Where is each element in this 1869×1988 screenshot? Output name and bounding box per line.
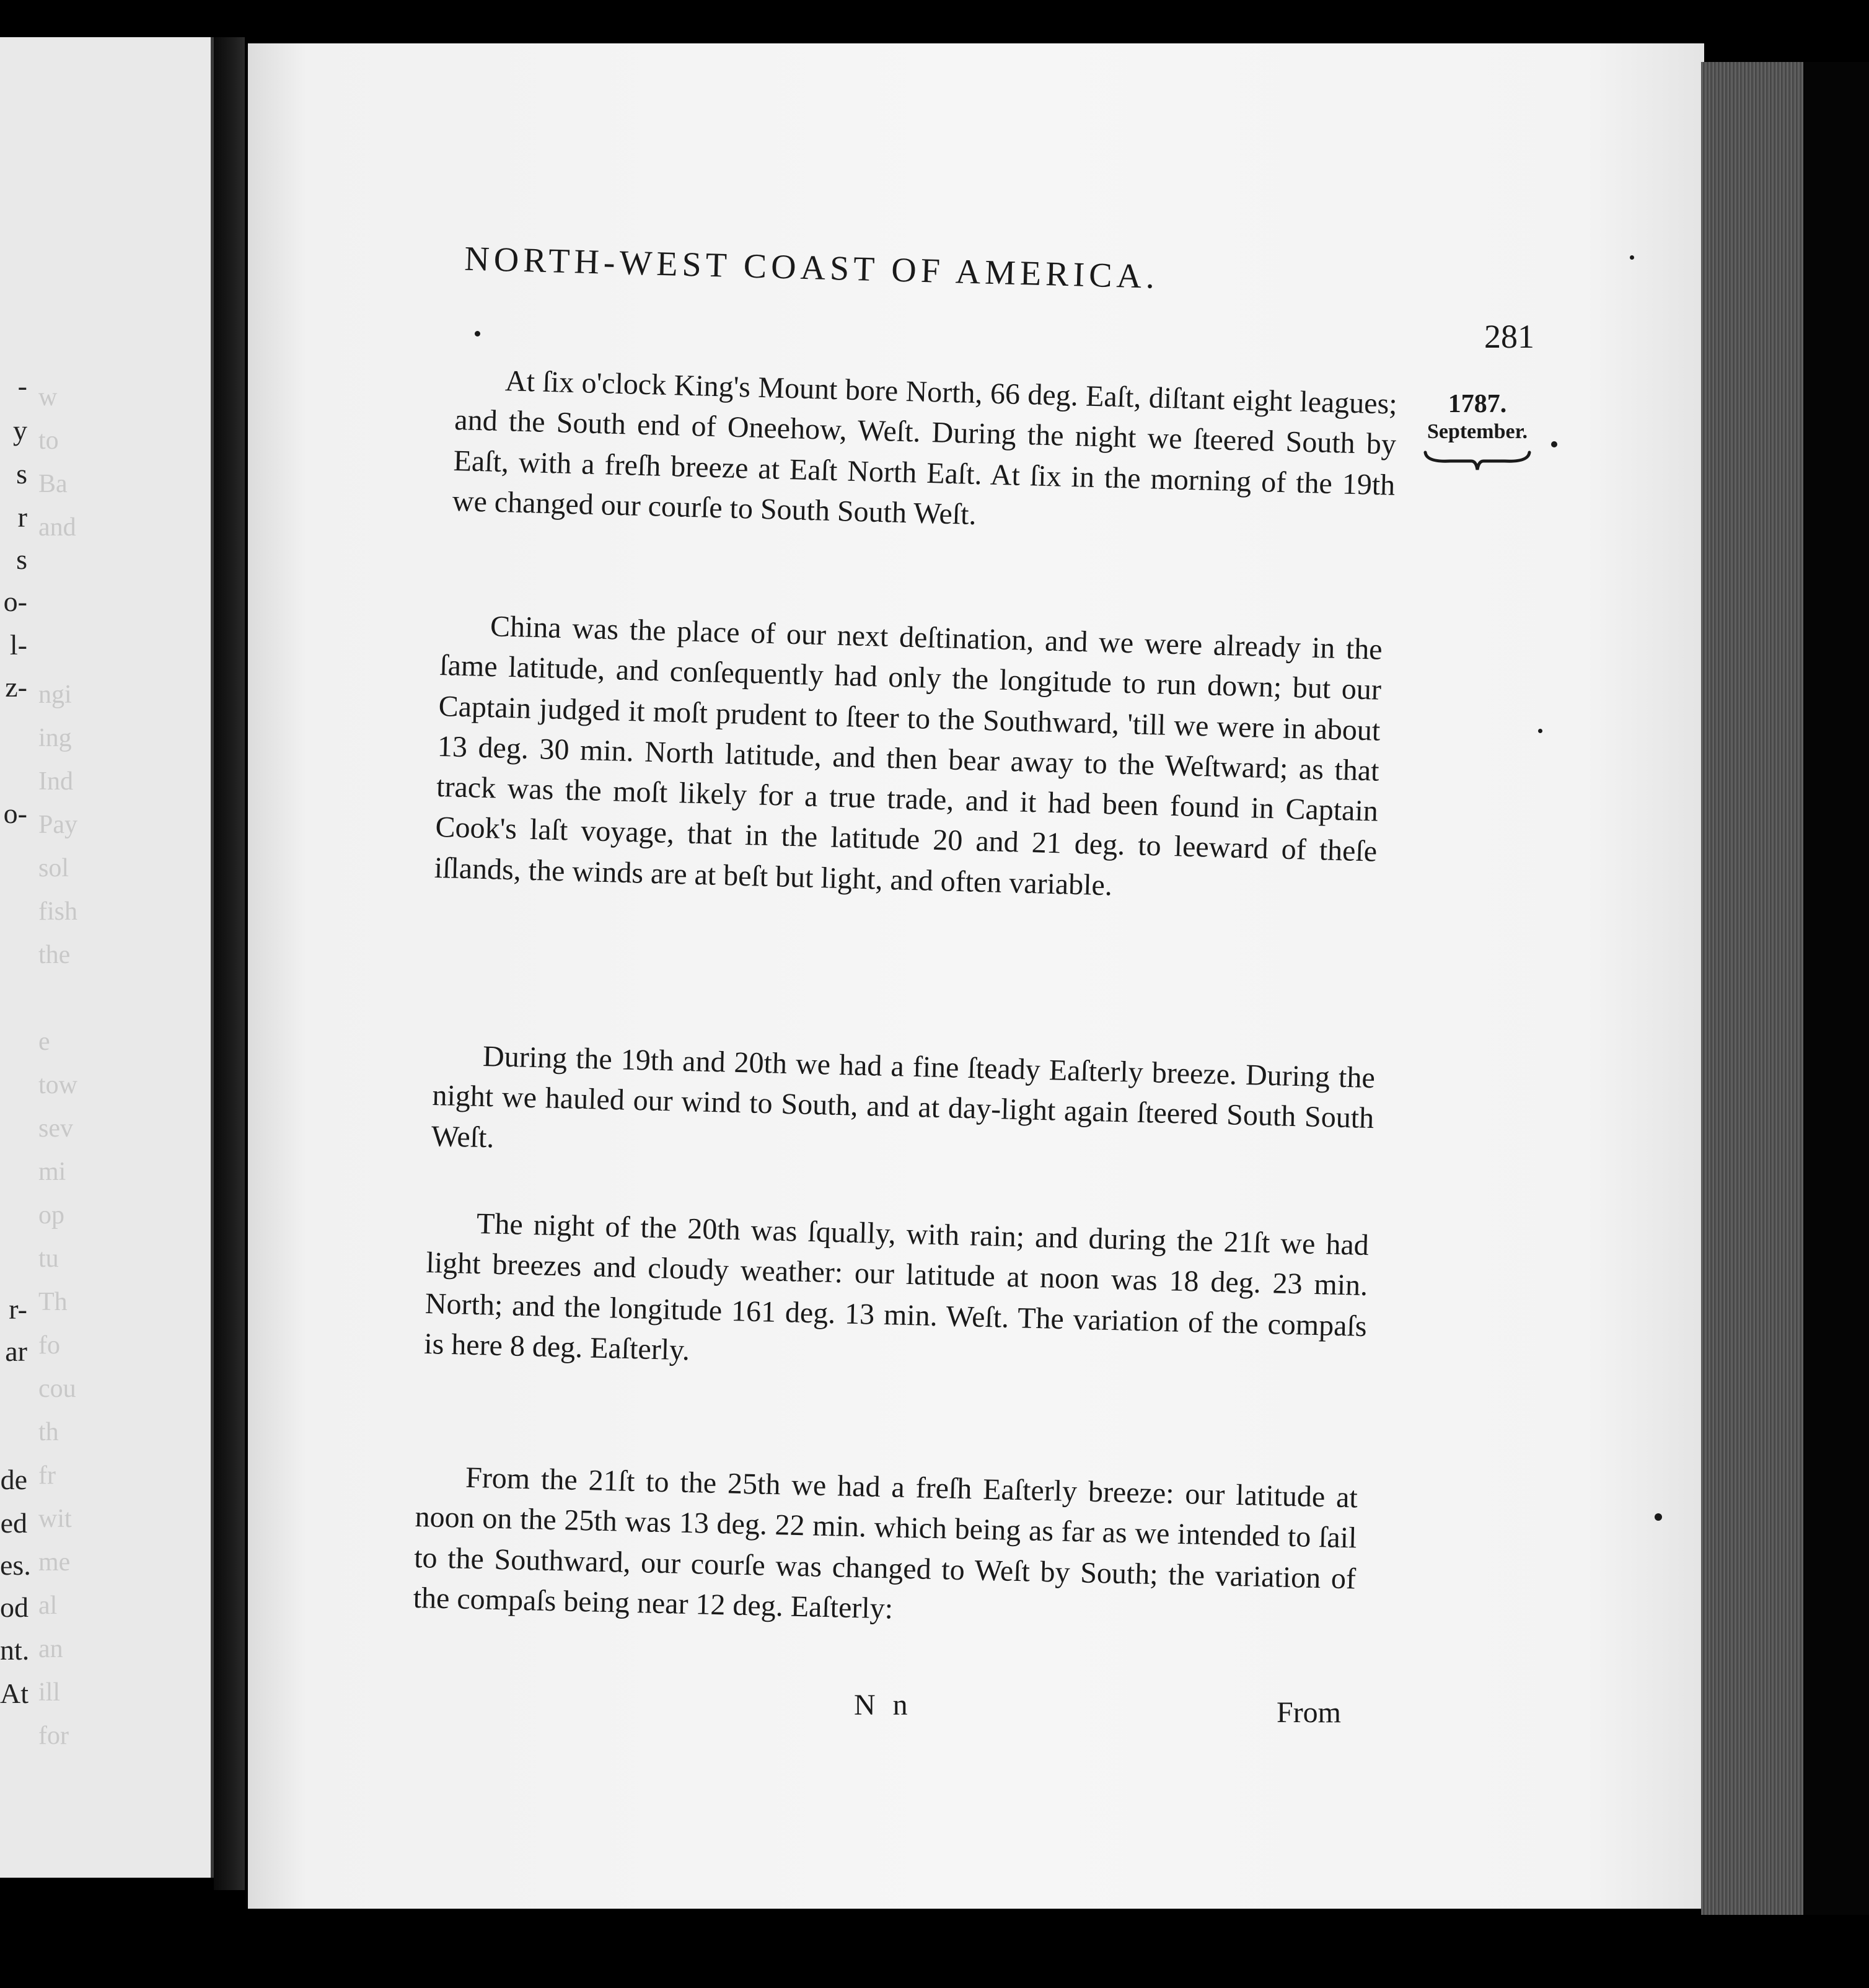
scan-border xyxy=(1803,62,1869,1915)
left-line-ending: es. xyxy=(0,1549,31,1581)
left-showthrough: to xyxy=(38,426,59,455)
left-showthrough: fo xyxy=(38,1331,60,1360)
left-showthrough: e xyxy=(38,1027,50,1056)
left-line-ending: de xyxy=(0,1464,27,1495)
paragraph-text: During the 19th and 20th we had a fine ſteady Eaſterly breeze. During the night we hauled our wind to South, and at day-light again ſteered South South Weſt. xyxy=(431,1039,1376,1154)
paragraph-text: The night of the 20th was ſqually, with rain; and during the 21ſt we had light breezes and cloudy weather: our latitude at noon was 18 deg. 23 min. North; and the longitude 161 deg. 13 min. Weſt. The variation of the compaſs is here 8 deg. Eaſterly. xyxy=(423,1207,1370,1367)
left-line-ending: nt. xyxy=(0,1634,30,1666)
left-line-ending: y xyxy=(13,415,27,446)
left-line-ending: o- xyxy=(3,798,27,829)
left-showthrough: tu xyxy=(38,1244,59,1273)
left-showthrough: Pay xyxy=(38,811,77,839)
left-showthrough: Ind xyxy=(38,767,73,796)
left-line-ending: o- xyxy=(3,586,27,617)
left-line-ending: r- xyxy=(9,1293,27,1325)
left-showthrough: ill xyxy=(38,1678,61,1707)
book-gutter xyxy=(214,37,245,1890)
left-showthrough: tow xyxy=(38,1071,77,1099)
left-showthrough: ngi xyxy=(38,680,72,709)
paragraph xyxy=(424,1202,1370,1387)
left-line-ending: ar xyxy=(5,1335,27,1367)
left-showthrough: th xyxy=(38,1418,59,1446)
left-line-ending: - xyxy=(17,370,27,402)
left-showthrough: mi xyxy=(38,1158,66,1186)
left-showthrough: sol xyxy=(38,854,69,882)
left-showthrough: cou xyxy=(38,1374,76,1403)
running-head: NORTH-WEST COAST OF AMERICA. xyxy=(464,239,1159,296)
left-showthrough: w xyxy=(38,383,58,411)
paragraph-text: From the 21ſt to the 25th we had a freſh Eaſterly breeze: our latitude at noon on the 25th was 13 deg. 22 min. which being as far as we intended to ſail to the Southward, our courſe was changed to Weſt by South; the variation of the compaſs being near 12 deg. Eaſterly: xyxy=(413,1461,1358,1625)
brace-icon xyxy=(1423,450,1532,472)
catchword: From xyxy=(1277,1696,1342,1729)
left-line-ending: r xyxy=(17,501,27,533)
left-showthrough: me xyxy=(38,1548,71,1577)
ink-speck xyxy=(1538,729,1542,733)
ink-speck xyxy=(1551,441,1557,447)
left-showthrough: Th xyxy=(38,1288,68,1316)
page-number: 281 xyxy=(1484,318,1534,355)
left-line-ending: ed xyxy=(0,1507,27,1539)
left-line-ending: s xyxy=(16,458,27,490)
left-showthrough: an xyxy=(38,1635,63,1663)
margin-note-month: September. xyxy=(1427,420,1528,443)
left-page xyxy=(0,37,214,1878)
paragraph xyxy=(452,359,1397,546)
paragraph-text: China was the place of our next deſtination, and we were already in the ſame latitude, and conſequently had only the longitude to run down; but our Captain judged it moſt prudent to ſteer to the Southward, 'till we were in about 13 deg. 30 min. North latitude, and then bear away to the Weſtward; as that track was the moſt likely for a true trade, and it had been found in Captain Cook's laſt voyage, that in the latitude 20 and 21 deg. to leeward of theſe iſlands, the winds are at beſt but light, and often variable. xyxy=(434,610,1383,902)
left-line-ending: l- xyxy=(9,629,27,661)
left-line-ending: od xyxy=(0,1591,29,1623)
signature-mark: N n xyxy=(854,1689,913,1722)
left-line-ending: s xyxy=(16,543,27,575)
left-showthrough: the xyxy=(38,941,71,969)
left-showthrough: sev xyxy=(38,1114,73,1143)
page-fore-edge xyxy=(1701,62,1806,1915)
left-showthrough: and xyxy=(38,513,76,542)
left-showthrough: ing xyxy=(38,724,72,752)
paragraph xyxy=(431,1035,1375,1179)
ink-speck xyxy=(1630,255,1634,260)
margin-note-year: 1787. xyxy=(1448,390,1507,418)
left-showthrough: Ba xyxy=(38,470,68,498)
paragraph-text: At ſix o'clock King's Mount bore North, 66 deg. Eaſt, diſtant eight leagues; and the South end of Oneehow, Weſt. During the night we ſteered South by Eaſt, with a freſh breeze at Eaſt North Eaſt. At ſix in the morning of the 19th we changed our courſe to South South Weſt. xyxy=(452,364,1398,531)
left-showthrough: al xyxy=(38,1591,58,1620)
left-showthrough: wit xyxy=(38,1505,72,1533)
paragraph xyxy=(434,605,1383,912)
left-showthrough: fish xyxy=(38,897,77,926)
left-line-ending: At xyxy=(0,1678,29,1709)
ink-speck xyxy=(475,331,480,336)
left-showthrough: for xyxy=(38,1722,69,1750)
left-line-ending: z- xyxy=(5,671,27,703)
left-showthrough: op xyxy=(38,1201,64,1229)
left-showthrough: fr xyxy=(38,1461,56,1490)
paragraph xyxy=(413,1456,1358,1639)
ink-speck xyxy=(1655,1513,1662,1521)
